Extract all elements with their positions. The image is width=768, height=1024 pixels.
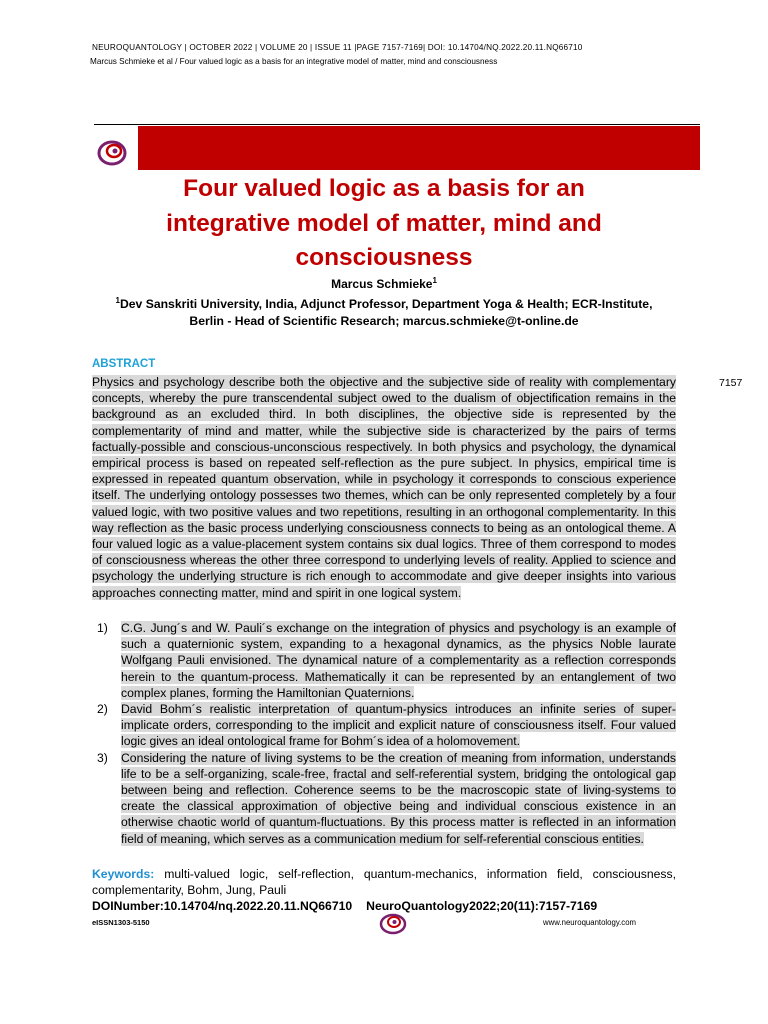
list-item-number: 1) [97, 621, 108, 635]
journal-header-line: NEUROQUANTOLOGY | OCTOBER 2022 | VOLUME 20 | ISSUE 11 |PAGE 7157-7169| DOI: 10.14704/NQ.2022.20.11.NQ66710 [92, 43, 583, 52]
abstract-part-2: A four valued logic as a value-placement system contains six dual logics. Three of them correspond to modes of consciousness whereas the other three correspond to underlying levels of reality. Applied to science and psychology the underlying structure is rich enough to accommodate and give deeper insights into various approaches connecting matter, mind and spirit in one logical system. [92, 520, 676, 600]
citation-line [92, 899, 597, 913]
author-superscript: 1 [432, 276, 437, 285]
paper-title [90, 172, 678, 276]
doi-number: DOINumber:10.14704/nq.2022.20.11.NQ66710 [92, 899, 353, 913]
header-rule [94, 124, 700, 125]
list-item-number: 3) [97, 750, 108, 765]
author [90, 276, 678, 291]
list-item [92, 701, 676, 750]
title-line-3: consciousness [295, 244, 473, 271]
affiliation [90, 292, 678, 330]
abstract-heading: ABSTRACT [92, 358, 156, 370]
abstract-part-1: Physics and psychology describe both the objective and the subjective side of reality with complementary concepts, whereby the pure transcendental subject owed to the dualism of objectification remains in the background as an excluded third. In both disciplines, the objective side is represented by the complementarity of mind and matter, while the subjective side is characterized by the pairs of terms factually-possible and conscious-unconscious respectively. In both physics and psychology, the dynamical empirical process is based on repeated self-reflection as the pure subject. In physics, empirical time is expressed in repeated quantum observation, while in psychology it corresponds to conscious experience itself. The underlying ontology possesses two themes, which can be only represented completely by a four valued logic, with two positive values and two repetitions, resulting in an orthogonal complementarity. In this way reflection as the basic process underlying consciousness connects to being as an ontological theme. [92, 375, 676, 535]
affiliation-line-1: Dev Sanskriti University, India, Adjunct Professor, Department Yoga & Health; ECR-Institute, [119, 297, 653, 312]
keywords [92, 866, 676, 898]
affiliation-line-2: Berlin - Head of Scientific Research; marcus.schmieke@t-online.de [189, 314, 579, 329]
page-number: 7157 [719, 377, 743, 389]
neuroquantology-logo-icon [378, 910, 408, 936]
keywords-text: multi-valued logic, self-reflection, quantum-mechanics, information field, consciousness, complementarity, Bohm, Jung, Pauli [92, 867, 676, 898]
eissn: eISSN1303-5150 [92, 918, 150, 927]
abstract-body [92, 374, 676, 601]
list-item-text: Considering the nature of living systems to be the creation of meaning from information, understands life to be a self-organizing, scale-free, fractal and self-referential system, bridging the ontological gap between being and reflection. Coherence seems to be the macroscopic state of living-systems to create the classical approximation of objective being and individual conscious existence in an otherwise chaotic world of quantum-fluctuations. By this process matter is reflected in an information field of meaning, which serves as a communication medium for self-referential conscious entities. [121, 750, 676, 846]
running-title: Marcus Schmieke et al / Four valued logic as a basis for an integrative model of matter, mind and consciousness [90, 57, 498, 66]
journal-citation: NeuroQuantology2022;20(11):7157-7169 [366, 899, 598, 913]
list-item [92, 620, 676, 701]
abstract-list [92, 620, 676, 847]
author-name: Marcus Schmieke [331, 277, 433, 291]
list-item-number: 2) [97, 702, 108, 717]
website-link[interactable]: www.neuroquantology.com [543, 918, 637, 927]
keywords-label: Keywords: [92, 867, 155, 881]
affiliation-superscript: 1 [115, 296, 120, 305]
title-line-1: Four valued logic as a basis for an [183, 175, 585, 202]
neuroquantology-logo-icon [95, 134, 131, 170]
list-item-text: David Bohm´s realistic interpretation of quantum-physics introduces an infinite series of super-implicate orders, corresponding to the implicit and explicit nature of consciousness itself. Four valued logic gives an ideal ontological frame for Bohm´s idea of a holomovement. [121, 702, 676, 749]
title-line-2: integrative model of matter, mind and [166, 209, 602, 237]
title-banner [138, 126, 700, 170]
list-item [92, 750, 676, 847]
list-item-text: C.G. Jung´s and W. Pauli´s exchange on the integration of physics and psychology is an example of such a quaternionic system, expanding to a hexagonal dynamics, as the physics Noble laurate Wolfgang Pauli envisioned. The dynamical nature of a complementarity as a reflection corresponds herein to the quantum-process. Mathematically it can be represented by an entanglement of two complex planes, forming the Hamiltonian Quaternions. [121, 621, 676, 700]
